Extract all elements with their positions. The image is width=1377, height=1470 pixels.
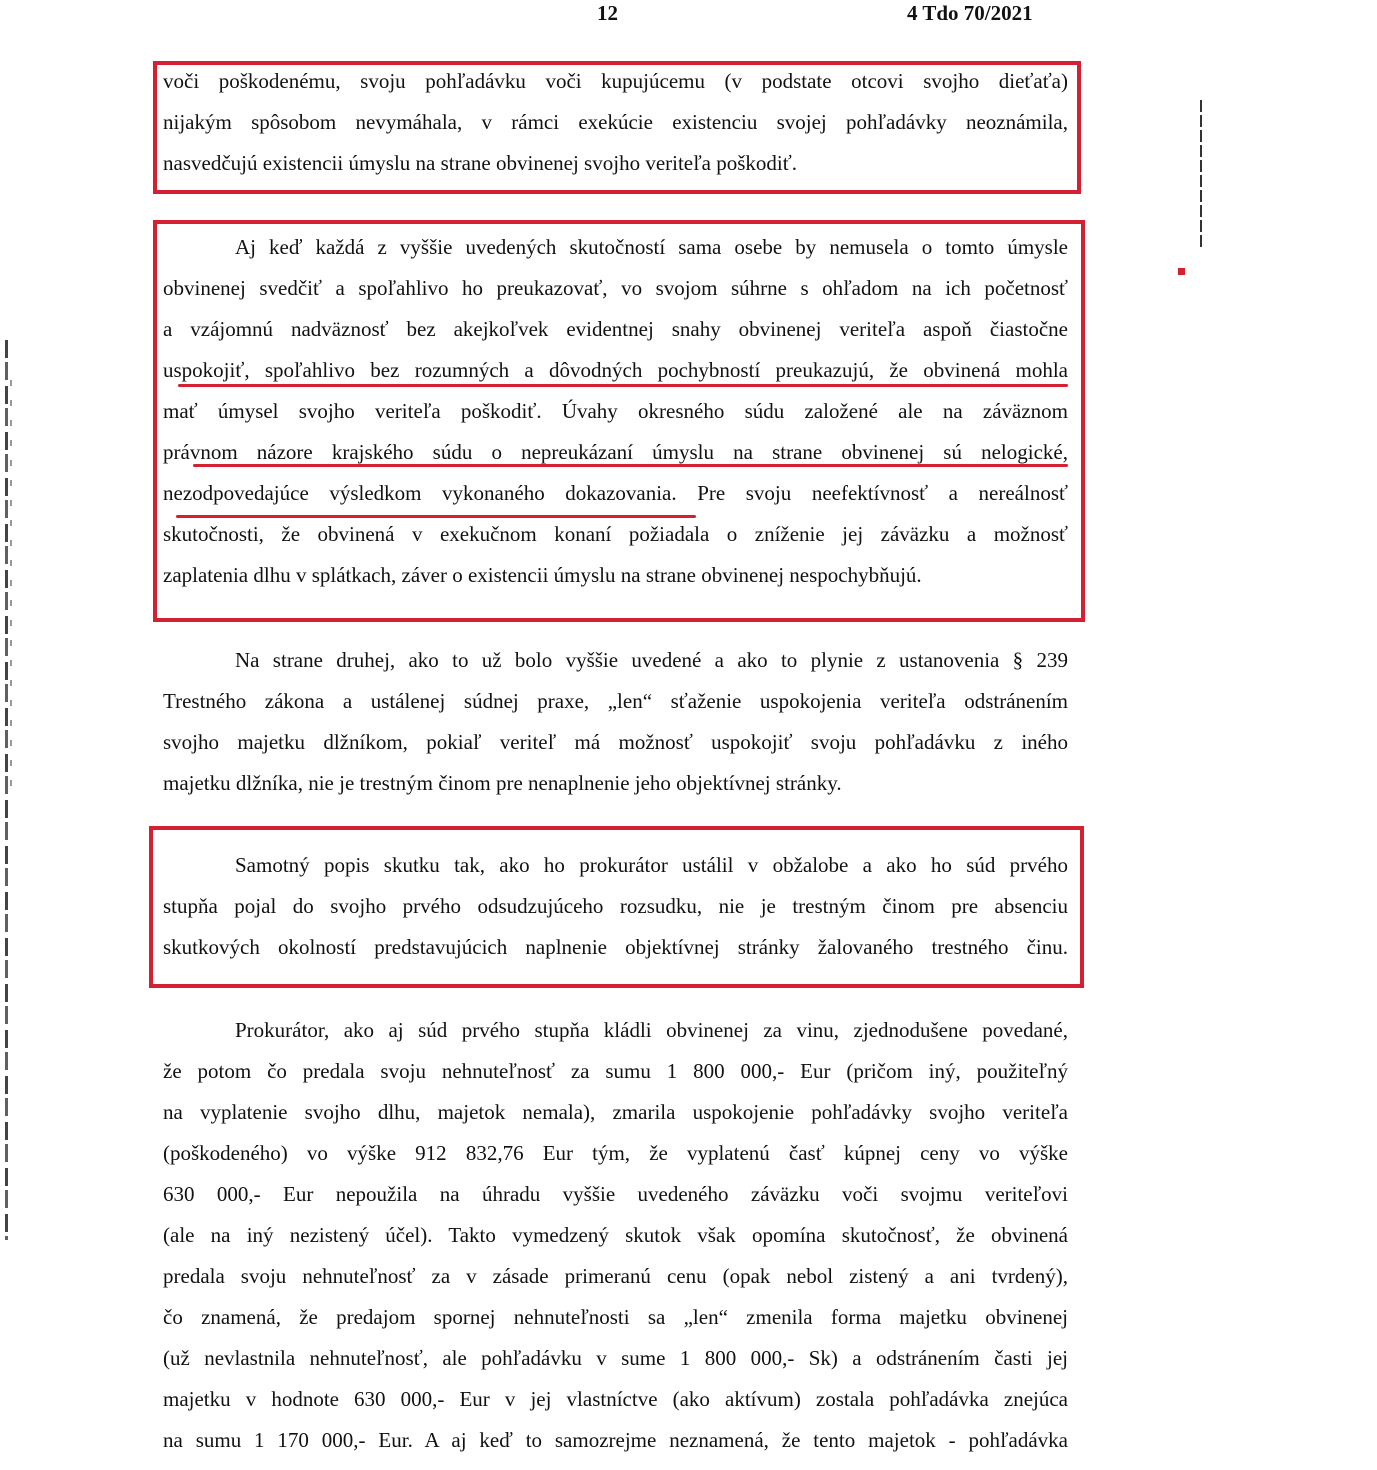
scan-artifact-left-edge-secondary — [10, 380, 12, 800]
text-line: skutkových okolností predstavujúcich naplnenie objektívnej stránky žalovaného trestného činu. — [163, 935, 1068, 959]
text-line-underlined: uspokojiť, spoľahlivo bez rozumných a dôvodných pochybností preukazujú, že obvinená mohla — [163, 358, 1068, 382]
page-header — [0, 0, 1377, 30]
text-line: predala svoju nehnuteľnosť za v zásade primeranú cenu (opak nebol zistený a ani tvrdený), — [163, 1264, 1068, 1288]
text-line: (už nevlastnila nehnuteľnosť, ale pohľadávku v sume 1 800 000,- Sk) a odstránením časti jej — [163, 1346, 1068, 1370]
text-line: (poškodeného) vo výške 912 832,76 Eur tým, že vyplatenú časť kúpnej ceny vo výške — [163, 1141, 1068, 1165]
text-line-underlined: právnom názore krajského súdu o nepreukázaní úmyslu na strane obvinenej sú nelogické, — [163, 440, 1068, 464]
paragraph-5 — [163, 1010, 1068, 1461]
text-line: zaplatenia dlhu v splátkach, záver o existencii úmyslu na strane obvinenej nespochybňujú. — [163, 563, 922, 587]
case-number: 4 Tdo 70/2021 — [907, 1, 1033, 25]
text-line: svojho majetku dlžníkom, pokiaľ veriteľ má možnosť uspokojiť svoju pohľadávku z iného — [163, 730, 1068, 754]
paragraph-1 — [163, 61, 1068, 184]
text-line-underlined: nezodpovedajúce výsledkom vykonaného dokazovania. Pre svoju neefektívnosť a nereálnosť — [163, 481, 1068, 505]
text-line: majetku v hodnote 630 000,- Eur v jej vlastníctve (ako aktívum) zostala pohľadávka znejúca — [163, 1387, 1068, 1411]
text-line: nasvedčujú existencii úmyslu na strane obvinenej svojho veriteľa poškodiť. — [163, 151, 797, 175]
text-line: Prokurátor, ako aj súd prvého stupňa kládli obvinenej za vinu, zjednodušene povedané, — [235, 1018, 1068, 1042]
text-line: mať úmysel svojho veriteľa poškodiť. Úvahy okresného súdu založené ale na záväznom — [163, 399, 1068, 423]
text-line: Na strane druhej, ako to už bolo vyššie uvedené a ako to plynie z ustanovenia § 239 — [235, 648, 1068, 672]
text-line: Aj keď každá z vyššie uvedených skutočností sama osebe by nemusela o tomto úmysle — [235, 235, 1068, 259]
text-line: že potom čo predala svoju nehnuteľnosť za sumu 1 800 000,- Eur (pričom iný, použiteľný — [163, 1059, 1068, 1083]
page-number: 12 — [597, 1, 618, 25]
text-line: nijakým spôsobom nevymáhala, v rámci exekúcie existenciu svojej pohľadávky neoznámila, — [163, 110, 1068, 134]
red-annotation-mark — [1178, 268, 1185, 275]
text-line: na vyplatenie svojho dlhu, majetok nemala), zmarila uspokojenie pohľadávky svojho veriteľa — [163, 1100, 1068, 1124]
text-line: a vzájomnú nadväznosť bez akejkoľvek evidentnej snahy obvinenej veriteľa aspoň čiastočne — [163, 317, 1068, 341]
text-line: čo znamená, že predajom spornej nehnuteľnosti sa „len“ zmenila forma majetku obvinenej — [163, 1305, 1068, 1329]
text-line: stupňa pojal do svojho prvého odsudzujúceho rozsudku, nie je trestným činom pre absenciu — [163, 894, 1068, 918]
text-line: Trestného zákona a ustálenej súdnej praxe, „len“ sťaženie uspokojenia veriteľa odstránením — [163, 689, 1068, 713]
paragraph-4 — [163, 845, 1068, 968]
text-line: majetku dlžníka, nie je trestným činom pre nenaplnenie jeho objektívnej stránky. — [163, 771, 842, 795]
text-line: Samotný popis skutku tak, ako ho prokurátor ustálil v obžalobe a ako ho súd prvého — [235, 853, 1068, 877]
text-line: voči poškodenému, svoju pohľadávku voči kupujúcemu (v podstate otcovi svojho dieťaťa) — [163, 69, 1068, 93]
text-line: skutočnosti, že obvinená v exekučnom konaní požiadala o zníženie jej záväzku a možnosť — [163, 522, 1068, 546]
scan-artifact-left-edge — [5, 340, 8, 1240]
paragraph-2 — [163, 227, 1068, 596]
text-line: obvinenej svedčiť a spoľahlivo ho preukazovať, vo svojom súhrne s ohľadom na ich početnosť — [163, 276, 1068, 300]
text-line: 630 000,- Eur nepoužila na úhradu vyššie uvedeného záväzku voči svojmu veriteľovi — [163, 1182, 1068, 1206]
scan-artifact-right-margin — [1200, 100, 1202, 250]
text-line: (ale na iný nezistený účel). Takto vymedzený skutok však opomína skutočnosť, že obvinená — [163, 1223, 1068, 1247]
text-line: na sumu 1 170 000,- Eur. A aj keď to samozrejme neznamená, že tento majetok - pohľadávka — [163, 1428, 1068, 1452]
paragraph-3 — [163, 640, 1068, 804]
